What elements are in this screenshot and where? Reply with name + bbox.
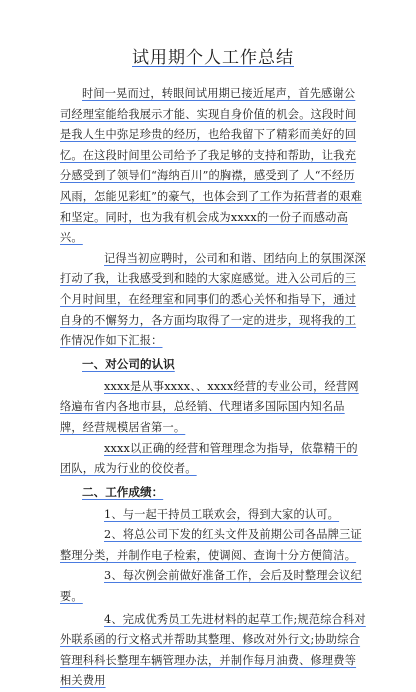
section-heading-company-text: 一、对公司的认识 [82, 356, 175, 371]
achievement-item-3: 3、每次例会前做好准备工作，会后及时整理会议纪要。 [60, 569, 362, 604]
paragraph-intro: 时间一晃而过，转眼间试用期已接近尾声，首先感谢公司经理室能给我展示才能、实现自身价值的机会。这段时间是我人生中弥足珍贵的经历，也给我留下了精彩而美好的回忆。在这段时间里公司给予了我足够的支持和帮助，让我充分感受到了领导们“海纳百川”的胸襟，感受到了 人“不经历风雨，怎能见彩虹”的豪气，也体会到了工作为拓营者的艰难和坚定。同时，也为我有机会成为xxxx的一份子而感动高兴。 [60, 87, 362, 245]
paragraph-company-team: xxxx以正确的经营和管理理念为指导，依靠精干的团队，成为行业的佼佼者。 [60, 441, 358, 476]
paragraph-company-overview: xxxx是从事xxxx、、xxxx经营的专业公司，经营网络遍布省内各地市县，总经销、代理诸多国际国内知名品牌，经营规模居省第一。 [60, 379, 359, 434]
achievement-item-1: 1、与一起干持员工联欢会，得到大家的认可。 [104, 507, 340, 521]
section-heading-company [60, 354, 366, 375]
section-heading-achievements [60, 482, 366, 503]
section-heading-achievements-text: 二、工作成绩： [82, 484, 164, 499]
paragraph-background: 记得当初应聘时，公司和和谐、团结向上的氛围深深打动了我，让我感受到和睦的大家庭感觉。进入公司后的三个月时间里，在经理室和同事们的悉心关怀和指导下，通过自身的不懈努力，各方面均取得了一定的进步，现将我的工作情况作如下汇报： [60, 251, 366, 348]
document-title: 试用期个人工作总结 [132, 48, 294, 68]
achievement-item-4: 4、完成优秀员工先进材料的起草工作;规范综合科对外联系函的行文格式并帮助其整理、修改对外行文;协助综合管理科科长整理车辆管理办法，并制作每月油费、修理费等相关费用 [60, 612, 366, 688]
achievement-item-2: 2、将总公司下发的红头文件及前期公司各品牌三证整理分类，并制作电子检索，使调阅、查询十分方便简洁。 [60, 528, 362, 562]
